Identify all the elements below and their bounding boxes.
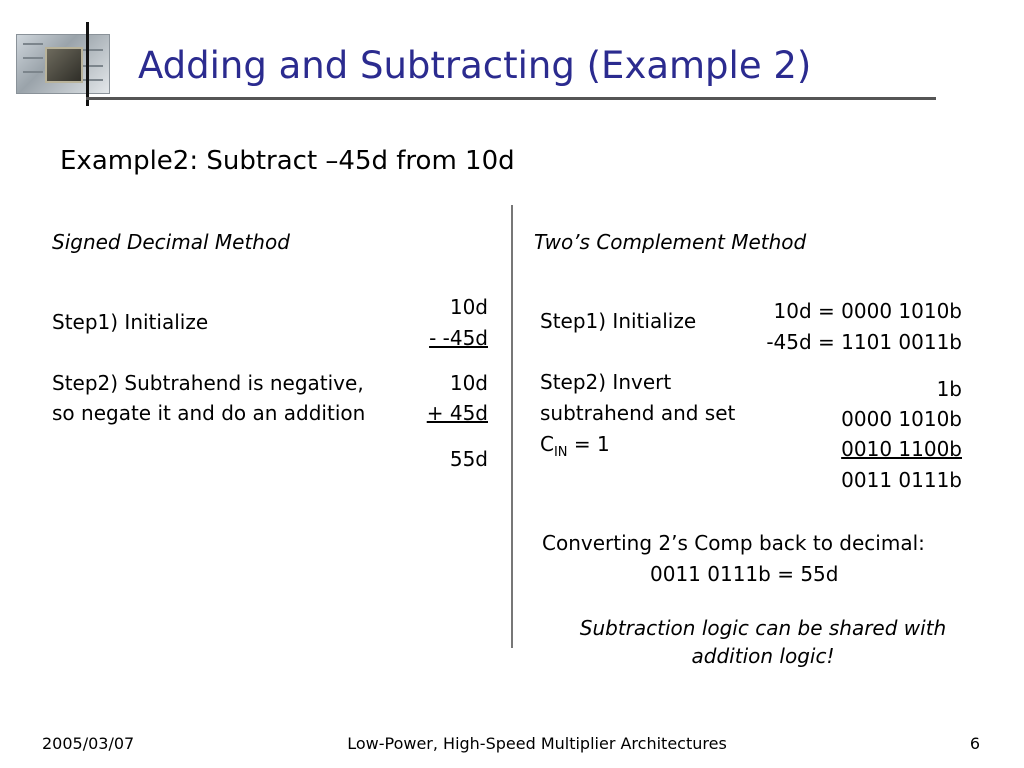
left-step1-bottom: - -45d	[429, 326, 488, 350]
calc-operand-a: 0000 1010b	[841, 407, 962, 431]
footer-date: 2005/03/07	[42, 734, 135, 753]
left-step2-bottom: + 45d	[426, 401, 488, 425]
left-heading: Signed Decimal Method	[52, 230, 290, 254]
calc-carry: 1b	[936, 377, 962, 401]
calc-result: 0011 0111b	[841, 468, 962, 492]
note-line2: addition logic!	[691, 644, 835, 668]
carry-in-subscript: IN	[553, 445, 568, 460]
chip-logo	[16, 34, 110, 94]
left-step2-line1: Step2) Subtrahend is negative,	[52, 371, 364, 395]
right-step2-line3	[540, 429, 610, 468]
left-result: 55d	[449, 447, 488, 471]
convert-line1: Converting 2’s Comp back to decimal:	[542, 531, 925, 555]
right-step1-label: Step1) Initialize	[540, 309, 697, 333]
slide-title: Adding and Subtracting (Example 2)	[138, 44, 812, 87]
carry-in-value: = 1	[567, 432, 610, 456]
footer-title: Low-Power, High-Speed Multiplier Architectures	[347, 734, 727, 753]
column-divider	[511, 205, 513, 648]
right-step1-line1: 10d = 0000 1010b	[773, 299, 962, 323]
note-line1: Subtraction logic can be shared with	[579, 616, 947, 640]
left-step1-top: 10d	[449, 295, 488, 319]
title-vertical-rule	[86, 22, 89, 106]
right-step1-line2: -45d = 1101 0011b	[766, 330, 962, 354]
right-heading: Two’s Complement Method	[534, 230, 807, 254]
right-step2-line2: subtrahend and set	[540, 401, 736, 425]
page-number: 6	[969, 734, 980, 753]
left-step2-line2: so negate it and do an addition	[52, 401, 366, 425]
carry-in-c: C	[540, 432, 554, 456]
slide-subtitle: Example2: Subtract –45d from 10d	[60, 146, 515, 176]
right-step2-line1: Step2) Invert	[540, 370, 672, 394]
title-horizontal-rule	[86, 97, 936, 100]
left-step1-label: Step1) Initialize	[52, 310, 209, 334]
left-step2-top: 10d	[449, 371, 488, 395]
calc-operand-b: 0010 1100b	[841, 437, 962, 461]
convert-line2: 0011 0111b = 55d	[650, 562, 839, 586]
